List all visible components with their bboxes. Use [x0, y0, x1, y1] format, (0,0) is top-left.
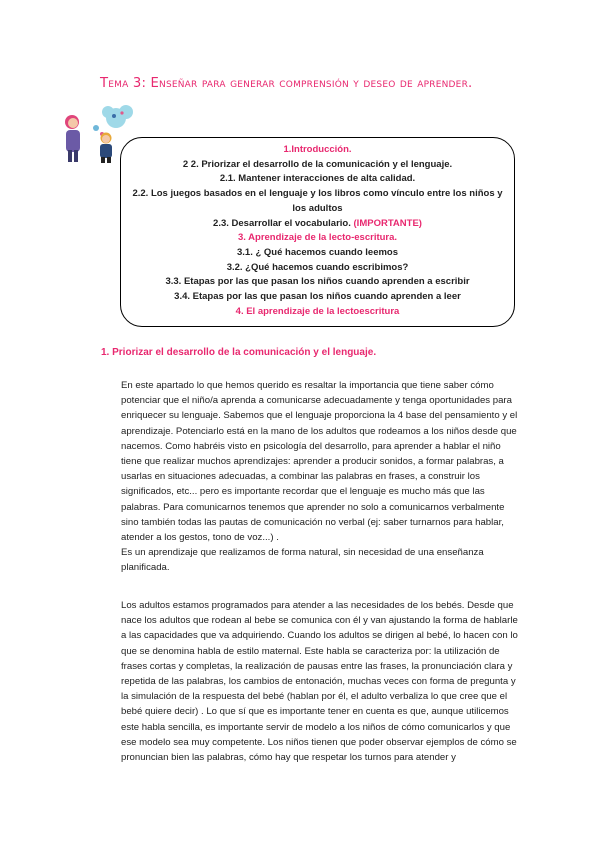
page-title: Tema 3: Enseñar para generar comprensión y deseo de aprender.: [100, 76, 473, 91]
paragraph: Los adultos estamos programados para atender a las necesidades de los bebés. Desde que nace los adultos que rodean al bebe se comunica con él y van ajustando la forma de hablarle a las capacidades que va adquiriendo. Cuando los adultos se dirigen al bebé, lo hacen con lo que se denomina habla de estilo maternal. Este habla se caracteriza por: la utilización de frases cortas y completas, la realización de pausas entre las frases, la pronunciación clara y repetida de las palabras, los cambios de entonación, muchas veces con forma de pregunta y la simulación de la respuesta del bebé (hablan por él, el adulto verbaliza lo que cree que el bebé quiere decir) . Lo que sí que es importante tener en cuenta es que, aunque utilicemos este habla sencilla, es importante servir de modelo a los niños de cómo comunicarlos y que ese modelo sea muy competente. Los niños tienen que poder observar ejemplos de cómo se pronuncian bien las palabras, cómo hay que respetar los turnos para atender y: [121, 600, 518, 764]
toc-item-text: 3.1. ¿ Qué hacemos cuando leemos: [236, 246, 399, 258]
toc-item-text: 2.2. Los juegos basados en el lenguaje y los libros como vínculo entre los niños y los adultos: [132, 188, 503, 214]
paragraph-text: En este apartado lo que hemos querido es resaltar la importancia que tiene saber cómo potenciar que el niño/a aprenda a comunicarse adecuadamente y tenga oportunidades para enriquecer su lenguaje. Sabemos que el lenguaje proporciona la 4 base del pensamiento y el aprendizaje. Potenciarlo está en la mano de los adultos que rodeamos a los niños desde que nacemos. Como habréis visto en psicología del desarrollo, para aprender a hablar el niño tiene que realizar muchos aprendizajes: aprender a producir sonidos, a formar palabras, a usarlas en situaciones adecuadas, a combinar las palabras en frases, a construir los significados, etc... pero es importante recordar que el lenguaje es mucho más que las palabras. Para comunicarnos tenemos que aprender no solo a comunicarnos verbalmente sino también todas las pautas de comunicación no verbal (ej: saber turnarnos para hablar, atender a los gestos, tono de voz...) .: [121, 380, 518, 544]
toc-item-text: 3.4. Etapas por las que pasan los niños cuando aprenden a leer: [174, 291, 461, 303]
paragraph: [121, 378, 521, 576]
paragraph-text: Es un aprendizaje que realizamos de forma natural, sin necesidad de una enseñanza planificada.: [121, 547, 484, 574]
toc-item-text: 2 2. Priorizar el desarrollo de la comunicación y el lenguaje.: [182, 158, 453, 170]
toc-item: [125, 261, 510, 276]
toc-item-text: 1.Introducción.: [283, 144, 352, 155]
toc-item: [125, 275, 510, 290]
toc-item: [125, 143, 510, 158]
toc-item-text: 3. Aprendizaje de la lecto-escritura.: [237, 232, 398, 244]
toc-item-text: 4. El aprendizaje de la lectoescritura: [235, 305, 400, 317]
toc-item-text: 2.1. Mantener interacciones de alta calidad.: [219, 173, 416, 185]
table-of-contents: [120, 137, 515, 327]
toc-item: [125, 290, 510, 305]
important-note: (IMPORTANTE): [350, 217, 422, 229]
section-heading: 1. Priorizar el desarrollo de la comunicación y el lenguaje.: [101, 347, 377, 358]
toc-item: [125, 217, 510, 232]
toc-item: [125, 187, 510, 216]
toc-item: [125, 158, 510, 173]
toc-item-text: 2.3. Desarrollar el vocabulario.: [213, 217, 351, 229]
toc-item: [125, 231, 510, 246]
toc-item-text: 3.2. ¿Qué hacemos cuando escribimos?: [226, 261, 409, 273]
toc-item: [125, 305, 510, 320]
toc-item: [125, 172, 510, 187]
toc-item-text: 3.3. Etapas por las que pasan los niños cuando aprenden a escribir: [165, 276, 470, 288]
toc-item: [125, 246, 510, 261]
